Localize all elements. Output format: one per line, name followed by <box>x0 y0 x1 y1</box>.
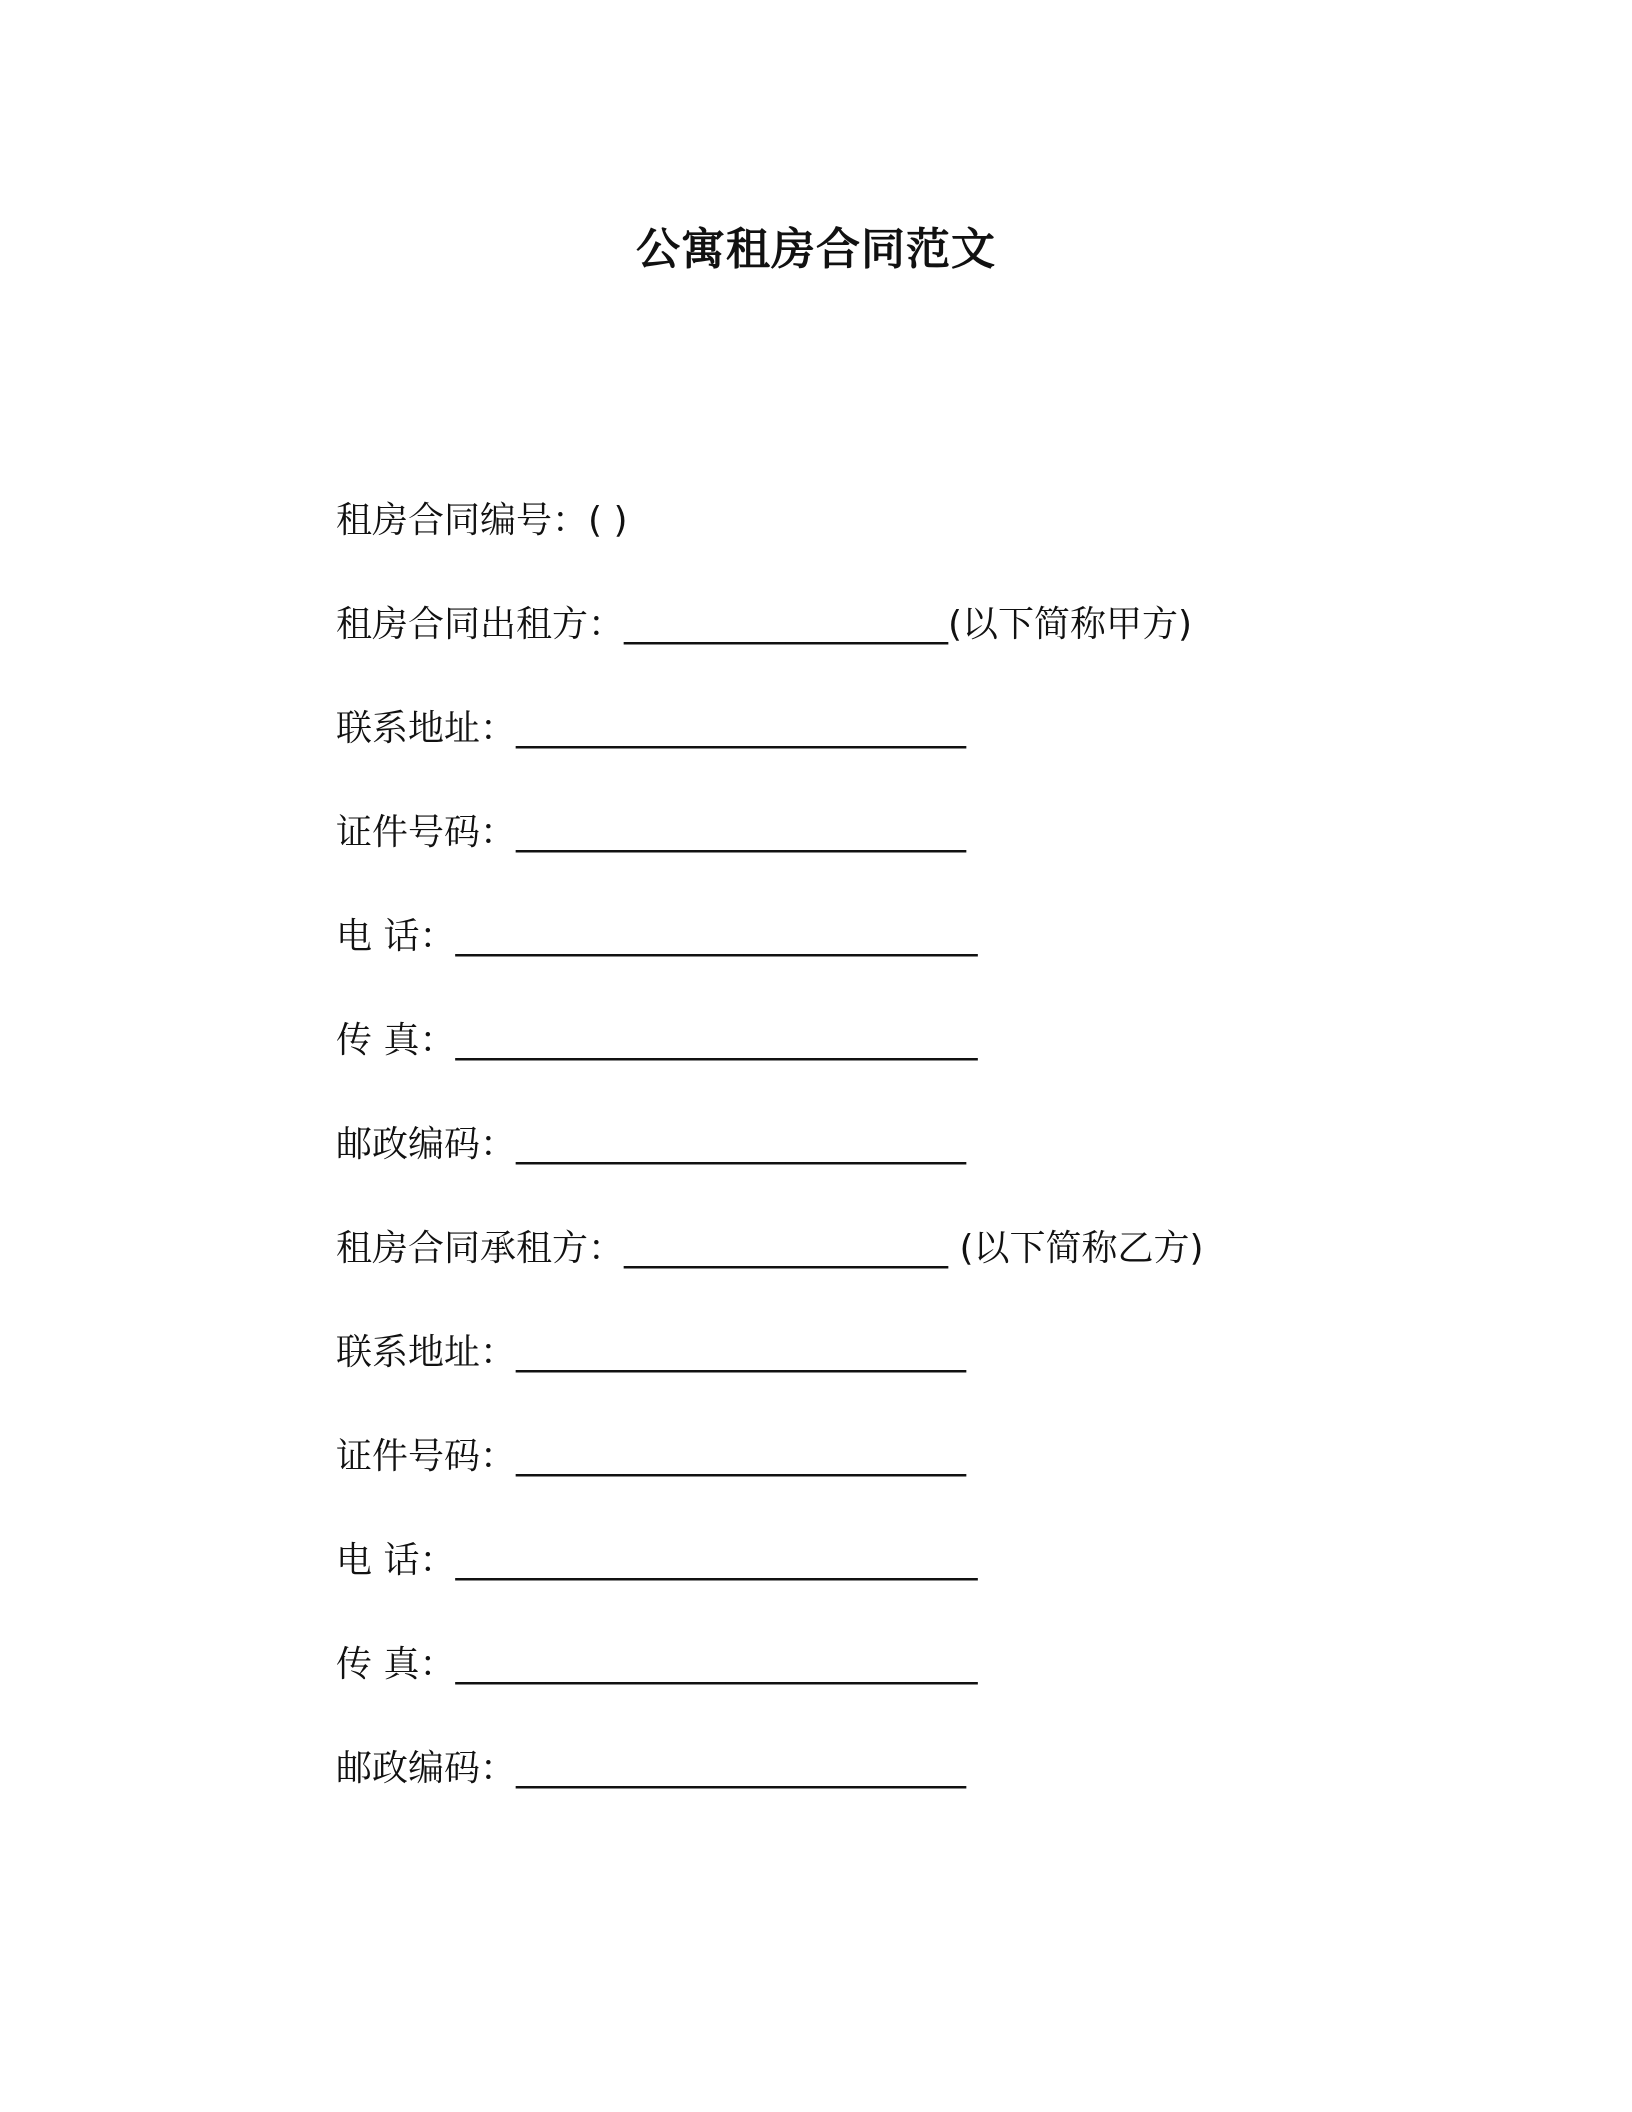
lessee-postcode-row <box>336 1742 1436 1846</box>
field-value: _________________________ <box>516 1748 967 1789</box>
field-label: 传 真： <box>336 1020 456 1061</box>
field-label: 联系地址： <box>336 1332 517 1373</box>
field-label: 邮政编码： <box>336 1124 517 1165</box>
lessee-phone-row <box>336 1534 1436 1638</box>
field-value: _____________________________ <box>455 1540 978 1581</box>
contract-number-row <box>336 494 1436 598</box>
field-value: _________________________ <box>516 1436 967 1477</box>
field-value: _________________________ <box>516 708 967 749</box>
field-value: _________________________ <box>516 1332 967 1373</box>
lessor-postcode-row <box>336 1118 1436 1222</box>
document-title: 公寓租房合同范文 <box>636 224 996 275</box>
field-label: 租房合同承租方： <box>336 1228 625 1269</box>
lessor-id-row <box>336 806 1436 910</box>
field-label: 证件号码： <box>336 812 517 853</box>
field-label: 证件号码： <box>336 1436 517 1477</box>
field-label: 联系地址： <box>336 708 517 749</box>
field-label: 邮政编码： <box>336 1748 517 1789</box>
field-label: 电 话： <box>336 1540 456 1581</box>
lessor-fax-row <box>336 1014 1436 1118</box>
field-value: _________________________ <box>516 812 967 853</box>
field-value: _____________________________ <box>455 1644 978 1685</box>
contract-fields <box>336 494 1436 1846</box>
lessor-phone-row <box>336 910 1436 1014</box>
lessee-address-row <box>336 1326 1436 1430</box>
field-value: __________________(以下简称甲方) <box>624 604 1193 645</box>
lessee-fax-row <box>336 1638 1436 1742</box>
field-label: 电 话： <box>336 916 456 957</box>
field-value: _____________________________ <box>455 1020 978 1061</box>
field-value: ( ) <box>588 500 628 541</box>
field-label: 租房合同出租方： <box>336 604 625 645</box>
field-label: 租房合同编号： <box>336 500 589 541</box>
lessee-row <box>336 1222 1436 1326</box>
lessor-address-row <box>336 702 1436 806</box>
lessor-row <box>336 598 1436 702</box>
field-value: __________________ (以下简称乙方) <box>624 1228 1204 1269</box>
field-value: _____________________________ <box>455 916 978 957</box>
field-value: _________________________ <box>516 1124 967 1165</box>
lessee-id-row <box>336 1430 1436 1534</box>
field-label: 传 真： <box>336 1644 456 1685</box>
